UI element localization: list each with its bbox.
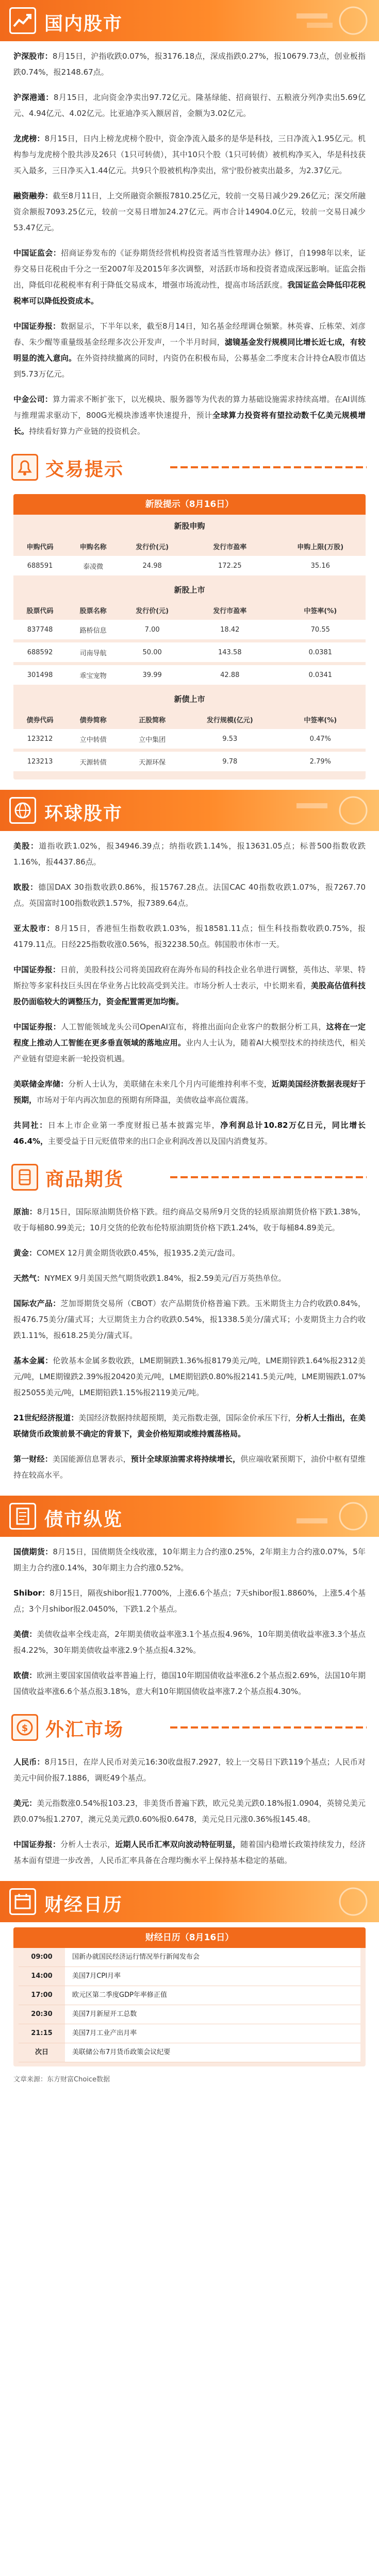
table-cell: 0.47% <box>275 729 366 749</box>
decorative-pattern-icon <box>276 794 369 827</box>
news-source: 黄金： <box>13 1248 37 1258</box>
news-text: 人工智能领域龙头公司OpenAI宣布，将推出面向企业客户的数据分析工具， <box>60 1022 326 1031</box>
news-source: 龙虎榜： <box>13 134 45 143</box>
chart-icon <box>9 7 36 34</box>
table-cell: 42.88 <box>185 665 275 685</box>
news-item <box>13 1346 366 1403</box>
news-text: NYMEX 9月美国天然气期货收跌1.84%，报2.59美元/百万英热单位。 <box>44 1274 286 1283</box>
news-item <box>13 1012 366 1069</box>
section-heading-fx <box>0 1709 379 1747</box>
news-source: 原油： <box>13 1207 37 1216</box>
news-highlight: 我国证监会降低印花税税率可以降低投资成本。 <box>13 280 366 306</box>
news-text: 8月15日，国际原油期货价格下跌。纽约商品交易所9月交货的轻质原油期货价格下跌1.38%，收于每桶80.99美元；10月交货的伦敦布伦特原油期货价格下跌1.24%，收于每桶84.89美元。 <box>13 1207 366 1232</box>
news-text-tail: 随着国内稳增长政策持续发力，经济基本面有望进一步改善，人民币汇率具备在合理均衡水平上保持基本稳定的基础。 <box>13 1840 366 1865</box>
table-header-cell: 申购名称 <box>79 543 107 551</box>
news-text: 道指收跌1.02%，报34946.39点；纳指收跌1.14%，报13631.05点；标普500指数收跌1.16%，报4437.86点。 <box>13 841 366 867</box>
news-text: 分析人士认为，美联储在未来几个月内可能维持利率不变， <box>68 1079 272 1089</box>
calendar-time: 20:30 <box>31 2010 53 2018</box>
news-source: 中国证券报： <box>13 1022 61 1031</box>
table-cell: 泰凌微 <box>67 556 120 575</box>
news-text: 美国能源信息署表示， <box>52 1454 131 1464</box>
news-item <box>13 1238 366 1263</box>
news-text: COMEX 12月黄金期货收跌0.45%，报1935.2美元/盎司。 <box>37 1248 240 1258</box>
news-source: 天然气： <box>13 1274 45 1283</box>
decorative-line <box>170 1726 367 1728</box>
row-spacer-cell <box>13 771 366 774</box>
table-header-row <box>13 600 366 620</box>
calendar-time: 14:00 <box>31 1972 53 1980</box>
news-source: 中国证监会： <box>13 248 61 258</box>
table-cell: 0.0381 <box>275 642 366 662</box>
table-cell: 立中集团 <box>120 729 185 749</box>
calendar-time: 09:00 <box>31 1953 53 1961</box>
ipo-table <box>13 494 366 779</box>
decorative-pattern-icon <box>276 4 369 37</box>
table-cell: 9.78 <box>185 752 275 771</box>
table-header-cell: 发行市盈率 <box>213 607 247 615</box>
news-source: 第一财经： <box>13 1454 53 1464</box>
news-text-tail: 业内人士认为，随着AI大模型技术的持续迭代，相关产业链有望迎来新一轮投资机遇。 <box>13 1038 366 1063</box>
news-text: 8月15日，日内上榜龙虎榜个股中，资金净流入最多的是华是科技，三日净流入1.95亿元。机构参与龙虎榜个股共涉及26只（1只可转债），其中10只个股（1只可转债）被机构净买入，华是科技获买入最多，三日净买入1.44亿元。共9只个股被机构净卖出，常宁股份被卖出最多，为2.37亿元。 <box>13 134 366 175</box>
table-cell: 路桥信息 <box>67 620 120 639</box>
news-source: 基本金属： <box>13 1356 53 1365</box>
ipo-table-title: 新股提示（8月16日） <box>13 494 366 515</box>
commodities-news-list <box>0 1197 379 1485</box>
table-cell: 天源转债 <box>67 752 120 771</box>
news-text: 分析人士表示， <box>60 1840 116 1849</box>
table-cell: 143.58 <box>185 642 275 662</box>
news-item <box>13 1578 366 1619</box>
table-section-label: 新股上市 <box>174 585 205 595</box>
calendar-event: 美联储公布7月货币政策会议纪要 <box>65 2043 360 2062</box>
fx-news-list <box>0 1747 379 1871</box>
news-text: 8月15日，国债期货全线收涨，10年期主力合约涨0.25%，2年期主力合约涨0.07%，5年期主力合约涨0.14%，30年期主力合约涨0.52%。 <box>13 1547 366 1572</box>
news-source: 美债： <box>13 1630 37 1639</box>
table-cell: 7.00 <box>120 620 185 639</box>
news-source: 21世纪经济报道： <box>13 1413 79 1422</box>
calendar-title: 财经日历（8月16日） <box>13 1927 366 1948</box>
table-section-row <box>13 579 366 600</box>
news-source: 亚太股市： <box>13 924 55 933</box>
bell-icon <box>11 454 38 481</box>
table-cell: 688592 <box>13 642 67 662</box>
table-cell: 天源环保 <box>120 752 185 771</box>
table-header-row <box>13 709 366 729</box>
news-highlight: 这将在一定程度上推动人工智能在更多垂直领域的落地应用。 <box>13 1022 366 1047</box>
calendar-time: 21:15 <box>31 2029 53 2037</box>
news-source: 人民币： <box>13 1757 45 1767</box>
news-source: 美股： <box>13 841 39 851</box>
currency-icon <box>11 1714 38 1741</box>
news-text: 8月15日，沪指收跌0.07%，报3176.18点，深成指跌0.27%，报10679.73点，创业板指跌0.74%，报2148.67点。 <box>13 52 366 77</box>
table-header-cell: 股票名称 <box>79 607 107 615</box>
section-title: 外汇市场 <box>45 1719 124 1740</box>
news-text-tail: 在外资持续撤离的同时，内资仍在积极布局，公募基金二季度末合计持仓A股市值达到5.73万亿元。 <box>13 353 366 379</box>
table-row <box>13 752 366 771</box>
calendar-time: 17:00 <box>31 1991 53 1999</box>
section-banner-global <box>0 790 379 831</box>
section-banner-calendar <box>0 1881 379 1922</box>
news-text: 美债收益率全线走高，2年期美债收益率涨3.1个基点报4.96%，10年期美债收益率涨3.3个基点报4.22%，30年期美债收益率涨2.9个基点报4.32%。 <box>13 1630 366 1655</box>
news-source: 沪深港通： <box>13 93 54 102</box>
section-title: 交易提示 <box>45 459 124 480</box>
news-source: 美元： <box>13 1799 37 1808</box>
news-item <box>13 1403 366 1444</box>
barrel-icon <box>11 1164 38 1191</box>
news-text-tail: 供应端收紧预期下，油价中枢有望维持在较高水平。 <box>13 1454 366 1480</box>
document-icon <box>9 1503 36 1530</box>
news-source: 中国证券报： <box>13 965 61 974</box>
table-header-cell: 申购上限(万股) <box>297 543 344 551</box>
news-item <box>13 831 366 872</box>
news-source: 美联储金库储： <box>13 1079 69 1089</box>
news-source: 中国证券报： <box>13 321 61 331</box>
news-text-tail: 主要受益于日元贬值带来的出口企业利润改善以及国内消费复苏。 <box>48 1137 273 1146</box>
table-header-cell: 中签率(%) <box>304 607 337 615</box>
table-cell: 18.42 <box>185 620 275 639</box>
table-cell: 立中转债 <box>67 729 120 749</box>
table-cell: 688591 <box>13 556 67 575</box>
news-text: 美国经济数据持续超预期，美元指数走强，国际金价承压下行， <box>78 1413 296 1422</box>
section-heading-commodities <box>0 1159 379 1197</box>
decorative-line <box>170 466 367 468</box>
news-text: 日前，美股科技公司将美国政府在海外布局的科技企业名单进行调整，英伟达、苹果、特斯拉等多家科技巨头因在华业务占比较高受到关注。市场分析人士表示，中长期来看， <box>13 965 366 990</box>
news-text: 德国DAX 30指数收跌0.86%，报15767.28点。法国CAC 40指数收跌1.07%，报7267.70点。英国富时100指数收跌1.57%，报7389.64点。 <box>13 883 366 908</box>
news-item <box>13 1069 366 1110</box>
table-section-row <box>13 688 366 709</box>
table-cell: 301498 <box>13 665 67 685</box>
news-source: 中国证券报： <box>13 1840 61 1849</box>
globe-icon <box>9 797 36 824</box>
table-cell: 123213 <box>13 752 67 771</box>
news-source: 国际农产品： <box>13 1299 61 1308</box>
news-item <box>13 1747 366 1788</box>
news-text: 截至8月11日，上交所融资余额报7810.25亿元，较前一交易日减少29.26亿元；深交所融资余额报7093.25亿元，较前一交易日增加24.27亿元。两市合计14904.0亿元，较前一交易日减少53.47亿元。 <box>13 191 366 232</box>
table-cell: 9.53 <box>185 729 275 749</box>
news-text-tail: 市场对于年内再次加息的预期有所降温，美债收益率高位震荡。 <box>37 1095 254 1105</box>
global-news-list <box>0 831 379 1151</box>
bonds-news-list <box>0 1537 379 1702</box>
news-item <box>13 1660 366 1702</box>
news-item <box>13 82 366 124</box>
news-text: 招商证券发布的《证券期货经营机构投资者适当性管理办法》修订，自1998年以来，证券交易日花税由千分之一至2007年及2015年多次调整，对活跃市场和投资者造成深远影响。证监会指出，降低印花税税率有利于降低交易成本，增强市场流动性，提高市场活跃度。 <box>13 248 366 290</box>
news-source: 欧股： <box>13 883 39 892</box>
calendar-row <box>19 2024 360 2043</box>
news-text: 8月15日，隔夜shibor报1.7700%，上涨6.6个基点；7天shibor报1.8860%，上涨5.4个基点；3个月shibor报2.0450%，下跌1.2个基点。 <box>13 1588 366 1614</box>
table-section-label: 新债上市 <box>174 694 205 704</box>
news-item <box>13 311 366 384</box>
news-highlight: 近期美国经济数据表现好于预期， <box>13 1079 366 1105</box>
news-item <box>13 913 366 955</box>
table-header-cell: 债券代码 <box>26 716 54 724</box>
table-cell: 2.79% <box>275 752 366 771</box>
news-item <box>13 1829 366 1871</box>
table-header-cell: 发行价(元) <box>136 543 169 551</box>
calendar-row <box>19 1967 360 1986</box>
table-cell: 乖宝宠物 <box>67 665 120 685</box>
table-header-cell: 中签率(%) <box>304 716 337 724</box>
section-title: 财经日历 <box>44 1894 123 1916</box>
news-text-tail: 持续看好算力产业链的投资机会。 <box>29 427 145 436</box>
news-source: 融资融券： <box>13 191 53 200</box>
news-item <box>13 41 366 82</box>
section-banner-bonds <box>0 1496 379 1537</box>
news-source: 欧债： <box>13 1671 37 1680</box>
news-highlight: 净利润总计10.82万亿日元，同比增长46.4%， <box>13 1121 366 1146</box>
news-item <box>13 238 366 311</box>
table-header-cell: 发行规模(亿元) <box>206 716 253 724</box>
news-text: 美元指数涨0.54%报103.23，非美货币普遍下跌，欧元兑美元跌0.18%报1.0904，英镑兑美元跌0.07%报1.2707，澳元兑美元跌0.60%报0.6478，美元兑日元涨0.36%报145.48。 <box>13 1799 366 1824</box>
table-header-cell: 申购代码 <box>26 543 54 551</box>
table-cell: 123212 <box>13 729 67 749</box>
row-spacer <box>13 771 366 774</box>
calendar-row <box>19 2043 360 2062</box>
table-cell: 司南导航 <box>67 642 120 662</box>
section-title: 环球股市 <box>44 803 123 824</box>
table-header-row <box>13 536 366 556</box>
table-header-cell: 发行市盈率 <box>213 543 247 551</box>
table-header-cell: 债券简称 <box>79 716 107 724</box>
calendar-time: 次日 <box>35 2048 48 2056</box>
calendar-event: 美国7月工业产出月率 <box>65 2024 360 2043</box>
news-item <box>13 124 366 181</box>
table-cell: 837748 <box>13 620 67 639</box>
news-item <box>13 872 366 913</box>
table-cell: 39.99 <box>120 665 185 685</box>
ipo-table-body <box>13 515 366 774</box>
calendar-rows <box>13 1948 366 2062</box>
calendar-row <box>19 1948 360 1967</box>
table-cell: 172.25 <box>185 556 275 575</box>
news-item <box>13 1263 366 1289</box>
news-text: 数据显示，下半年以来，截至8月14日，知名基金经理调仓频繁。林英睿、丘栋荣、刘彦春、朱少醒等重量级基金经理多次公开发声，一个半月时间， <box>13 321 366 347</box>
domestic-news-list <box>0 41 379 442</box>
calendar-event: 欧元区第二季度GDP年率修正值 <box>65 1986 360 2005</box>
calendar-row <box>19 1986 360 2005</box>
source-footer: 文章来源：东方财富Choice数据 <box>13 2076 110 2083</box>
news-item <box>13 181 366 238</box>
news-text: 芝加哥期货交易所（CBOT）农产品期货价格普遍下跌。玉米期货主力合约收跌0.84%，报476.75美分/蒲式耳；大豆期货主力合约收跌0.54%，报1338.5美分/蒲式耳；小麦期货主力合约收跌1.11%，报618.25美分/蒲式耳。 <box>13 1299 366 1340</box>
news-source: 沪深股市： <box>13 52 53 61</box>
section-title: 债市纵览 <box>44 1509 123 1530</box>
table-header-cell: 正股简称 <box>139 716 166 724</box>
news-highlight: 分析人士指出，在美联储货币政策前景不确定的背景下，黄金价格短期或维持震荡格局。 <box>13 1413 366 1438</box>
table-cell: 0.0341 <box>275 665 366 685</box>
calendar-row <box>19 2005 360 2024</box>
news-text: 伦敦基本金属多数收跌，LME期铜跌1.36%报8179美元/吨，LME期锌跌1.64%报2312美元/吨，LME期镍跌2.39%报20420美元/吨，LME期铝跌0.80%报2141.5美元/吨，LME期锡跌1.07%报25055美元/吨，LME期铅跌1.15%报2119美元/吨。 <box>13 1356 366 1397</box>
news-source: Shibor： <box>13 1588 50 1598</box>
news-highlight: 美股高估值科技股仍面临较大的调整压力，资金配置需更加均衡。 <box>13 981 366 1006</box>
news-item <box>13 1537 366 1578</box>
news-text: 欧洲主要国家国债收益率普遍上行，德国10年期国债收益率涨6.2个基点报2.69%，法国10年期国债收益率涨6.6个基点报3.18%，意大利10年期国债收益率涨7.2个基点报4.30%。 <box>13 1671 366 1696</box>
section-title: 国内股市 <box>44 13 123 35</box>
news-item <box>13 1197 366 1238</box>
news-item <box>13 1619 366 1660</box>
table-row <box>13 642 366 662</box>
calendar-table <box>13 1927 366 2066</box>
news-highlight: 近期人民币汇率双向波动特征明显， <box>115 1840 241 1849</box>
section-title: 商品期货 <box>45 1169 124 1190</box>
decorative-pattern-icon <box>276 1500 369 1533</box>
news-source: 国债期货： <box>13 1547 53 1556</box>
table-row <box>13 620 366 639</box>
news-text: 算力需求不断扩张下，以光模块、服务器等为代表的算力基础设施需求持续高增。在AI训练与推理需求驱动下，800G光模块渗透率快速提升，预计 <box>13 395 366 420</box>
calendar-event: 美国7月新屋开工总数 <box>65 2005 360 2024</box>
table-cell: 35.16 <box>275 556 366 575</box>
table-section-row <box>13 515 366 536</box>
news-item <box>13 955 366 1012</box>
news-highlight: 滤镜基金发行规模同比增长近七成，有较明显的流入意向。 <box>13 337 366 363</box>
news-text: 8月15日，在岸人民币对美元16:30收盘报7.2927，较上一交易日下跌119个基点；人民币对美元中间价报7.1886，调贬49个基点。 <box>13 1757 366 1783</box>
news-item <box>13 1289 366 1346</box>
table-row <box>13 556 366 575</box>
news-source: 共同社： <box>13 1121 48 1130</box>
news-text: 8月15日，北向资金净卖出97.72亿元。隆基绿能、招商银行、五粮液分列净卖出5.69亿元、4.94亿元、4.02亿元。比亚迪净买入额居首，金额为3.02亿元。 <box>13 93 366 118</box>
table-cell: 70.55 <box>275 620 366 639</box>
table-header-cell: 发行价(元) <box>136 607 169 615</box>
news-text: 日本上市企业第一季度财报已基本披露完毕， <box>47 1121 221 1130</box>
table-cell: 50.00 <box>120 642 185 662</box>
news-item <box>13 384 366 442</box>
calendar-icon <box>9 1888 36 1915</box>
table-row <box>13 665 366 685</box>
news-item <box>13 1444 366 1485</box>
table-cell: 24.98 <box>120 556 185 575</box>
news-highlight: 预计全球原油需求将持续增长， <box>130 1454 241 1464</box>
table-row <box>13 729 366 749</box>
decorative-line <box>170 1176 367 1178</box>
news-item <box>13 1788 366 1829</box>
section-heading-trading <box>0 449 379 487</box>
news-source: 中金公司： <box>13 395 53 404</box>
svg-text:$: $ <box>21 1723 28 1734</box>
table-header-cell: 股票代码 <box>26 607 54 615</box>
calendar-event: 美国7月CPI月率 <box>65 1967 360 1986</box>
news-item <box>13 1110 366 1151</box>
calendar-event: 国新办就国民经济运行情况举行新闻发布会 <box>65 1948 360 1967</box>
table-section-label: 新股申购 <box>174 521 205 531</box>
news-highlight: 全球算力投资将有望拉动数千亿美元规模增长。 <box>13 411 366 436</box>
news-text: 8月15日，香港恒生指数收跌1.03%，报18581.11点；恒生科技指数收跌0.75%，报4179.11点。日经225指数收涨0.56%，报32238.50点。韩国股市休市一天。 <box>13 924 366 949</box>
decorative-pattern-icon <box>276 1885 369 1918</box>
section-banner-domestic <box>0 0 379 41</box>
